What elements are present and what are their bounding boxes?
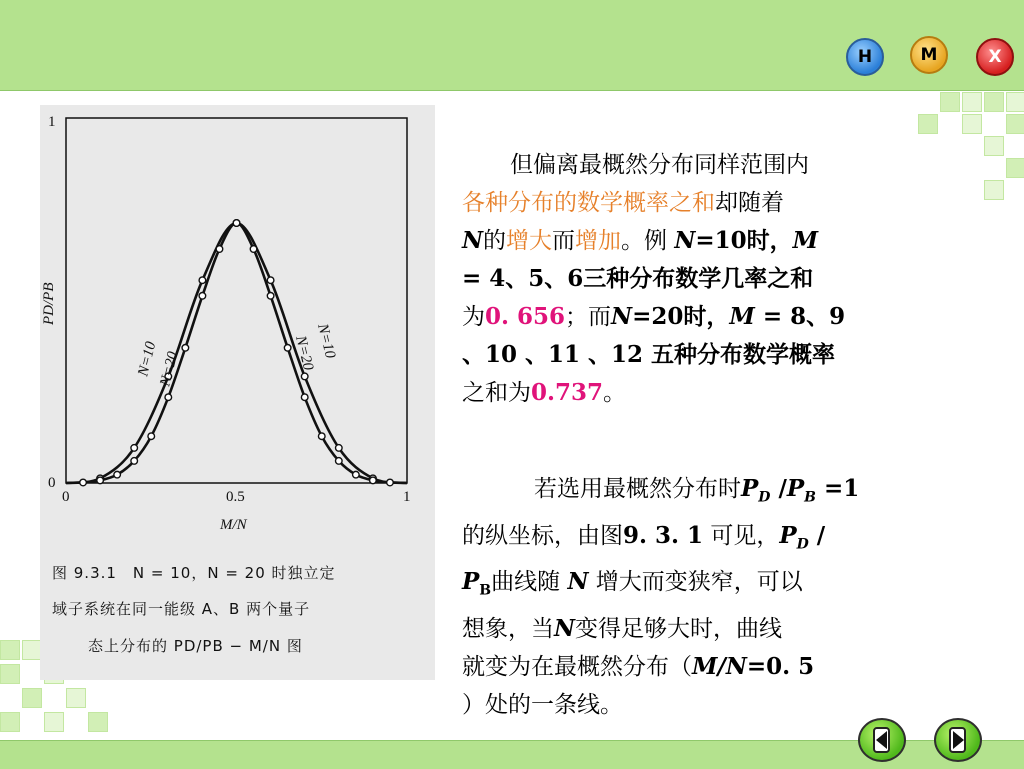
text-span: N [674, 227, 696, 254]
curve-label-n10-right: N=10 [314, 322, 339, 361]
text-span: P [741, 475, 759, 502]
text-span: N [611, 303, 633, 330]
text-span: =0. 5 [746, 652, 815, 680]
decor-square [0, 712, 20, 732]
figure-caption-line-2: 域子系统在同一能级 A、B 两个量子 [52, 600, 311, 618]
series-line-0 [66, 223, 407, 483]
paragraph-2 [462, 470, 859, 724]
series-line-1 [66, 223, 407, 483]
data-point-1-8 [199, 293, 206, 300]
data-point-0-7 [301, 373, 308, 380]
text-span: / [808, 521, 826, 549]
data-point-1-19 [387, 479, 394, 486]
p2-line-5 [462, 648, 859, 686]
p1-line-1: 但偏离最概然分布同样范围内 [510, 152, 809, 178]
text-span: 之和为 [462, 380, 531, 406]
text-span: 可见， [703, 522, 780, 549]
curve-label-n20-left: N=20 [157, 350, 182, 388]
figure-caption-line-3: 态上分布的 PD/PB − M/N 图 [88, 637, 303, 655]
decor-square [962, 114, 982, 134]
text-span: =10时， [695, 227, 793, 254]
decor-square [918, 114, 938, 134]
plot-frame [66, 118, 407, 483]
data-point-1-11 [250, 246, 257, 253]
text-span: P [462, 568, 480, 596]
text-span: / [770, 475, 787, 502]
data-point-1-16 [336, 458, 343, 465]
text-span: N [554, 614, 576, 642]
p1-line-7 [462, 374, 845, 412]
text-span: B [804, 489, 816, 506]
p1-line-4: = 4、5、6三种分布数学几率之和 [462, 265, 814, 292]
curve-label-n10-left: N=10 [135, 340, 160, 378]
data-point-1-18 [370, 477, 377, 484]
decor-square [66, 688, 86, 708]
decor-square [44, 712, 64, 732]
text-span: P [786, 475, 805, 502]
p2-line-6: ）处的一条线。 [462, 691, 623, 718]
text-span: M/N [692, 652, 747, 680]
text-span: =20时， [632, 303, 730, 330]
decor-square [22, 640, 42, 660]
data-point-1-15 [318, 433, 325, 440]
data-point-1-9 [216, 246, 223, 253]
p1-line-6: 、10 、11 、12 五种分布数学概率 [462, 341, 836, 368]
text-span: 为 [462, 304, 485, 330]
data-point-1-12 [267, 293, 274, 300]
p2-line-4 [462, 610, 859, 648]
text-span: 的纵坐标，由图 [462, 522, 623, 549]
data-point-0-4 [199, 277, 206, 284]
y-tick-0: 0 [48, 475, 56, 491]
data-point-1-5 [148, 433, 155, 440]
data-point-1-13 [284, 345, 291, 352]
decor-square [22, 688, 42, 708]
data-point-0-2 [131, 445, 138, 452]
decor-square [940, 92, 960, 112]
x-axis-label: M/N [220, 517, 247, 533]
text-span: 。例 [621, 228, 675, 254]
data-point-0-8 [336, 445, 343, 452]
x-tick-mid: 0.5 [226, 489, 245, 505]
decor-square [1006, 158, 1024, 178]
data-point-1-6 [165, 394, 172, 401]
decor-square [984, 180, 1004, 200]
text-span: D [758, 489, 771, 506]
text-span: P [779, 521, 797, 549]
p2-line-1 [462, 470, 859, 517]
curve-label-n20-right: N=20 [292, 334, 317, 373]
data-point-1-7 [182, 345, 189, 352]
text-span: B [479, 582, 492, 599]
text-span: 若选用最概然分布时 [534, 476, 741, 502]
text-span: 。 [603, 380, 627, 406]
text-span: = 8、9 [754, 303, 846, 330]
arrow-right-icon [936, 720, 980, 760]
data-point-1-14 [301, 394, 308, 401]
text-span: 变得足够大时，曲线 [575, 615, 783, 642]
text-span: 增大而变狭窄，可以 [588, 569, 803, 596]
distribution-chart [40, 105, 435, 545]
paragraph-1 [462, 146, 845, 412]
y-axis-label: PD/PB [41, 282, 57, 325]
decor-square [0, 664, 20, 684]
text-span: N [462, 227, 484, 254]
text-span: 却随着 [715, 190, 784, 216]
highlight-text: 增大 [506, 228, 553, 254]
x-tick-0: 0 [62, 489, 70, 505]
previous-page-button[interactable] [858, 718, 906, 762]
text-span: M [729, 303, 755, 330]
p2-line-2 [462, 517, 859, 564]
text-span: =1 [816, 475, 860, 502]
highlight-text: 增加 [575, 228, 622, 254]
text-span: N [567, 568, 589, 596]
text-span: D [796, 536, 809, 553]
p1-line-3 [462, 222, 845, 260]
highlight-value: 0.737 [531, 379, 604, 406]
data-point-1-2 [97, 477, 104, 484]
p1-line-2 [462, 184, 845, 222]
text-span: 想象，当 [462, 615, 554, 642]
text-span: ；而 [565, 304, 612, 330]
decor-square [984, 92, 1004, 112]
y-tick-1: 1 [48, 114, 56, 130]
text-span: 的 [483, 228, 507, 254]
exit-button[interactable]: X [976, 38, 1014, 76]
menu-button[interactable]: M [910, 36, 948, 74]
p1-line-5 [462, 298, 845, 336]
home-button[interactable]: H [846, 38, 884, 76]
figure-panel [40, 105, 435, 680]
highlight-text: 各种分布的数学概率之和 [462, 190, 715, 216]
decor-square [0, 640, 20, 660]
data-point-1-10 [233, 220, 240, 227]
next-page-button[interactable] [934, 718, 982, 762]
decor-square [1006, 114, 1024, 134]
x-tick-1: 1 [403, 489, 411, 505]
figure-caption-line-1: 图 9.3.1 N = 10，N = 20 时独立定 [52, 564, 336, 582]
data-point-0-6 [267, 277, 274, 284]
decor-square [88, 712, 108, 732]
arrow-left-icon [860, 720, 904, 760]
highlight-value: 0. 656 [485, 303, 566, 330]
text-span: 9. 3. 1 [623, 521, 704, 549]
decor-square [962, 92, 982, 112]
decor-square [1006, 92, 1024, 112]
data-point-1-4 [131, 458, 138, 465]
text-span: M [792, 227, 819, 254]
data-point-1-3 [114, 471, 121, 478]
text-span: 曲线随 [491, 569, 568, 596]
text-span: 就变为在最概然分布（ [462, 653, 692, 680]
text-span: 而 [552, 228, 576, 254]
data-point-1-1 [80, 479, 87, 486]
data-point-1-17 [353, 471, 360, 478]
decor-square [984, 136, 1004, 156]
p2-line-3 [462, 563, 859, 610]
